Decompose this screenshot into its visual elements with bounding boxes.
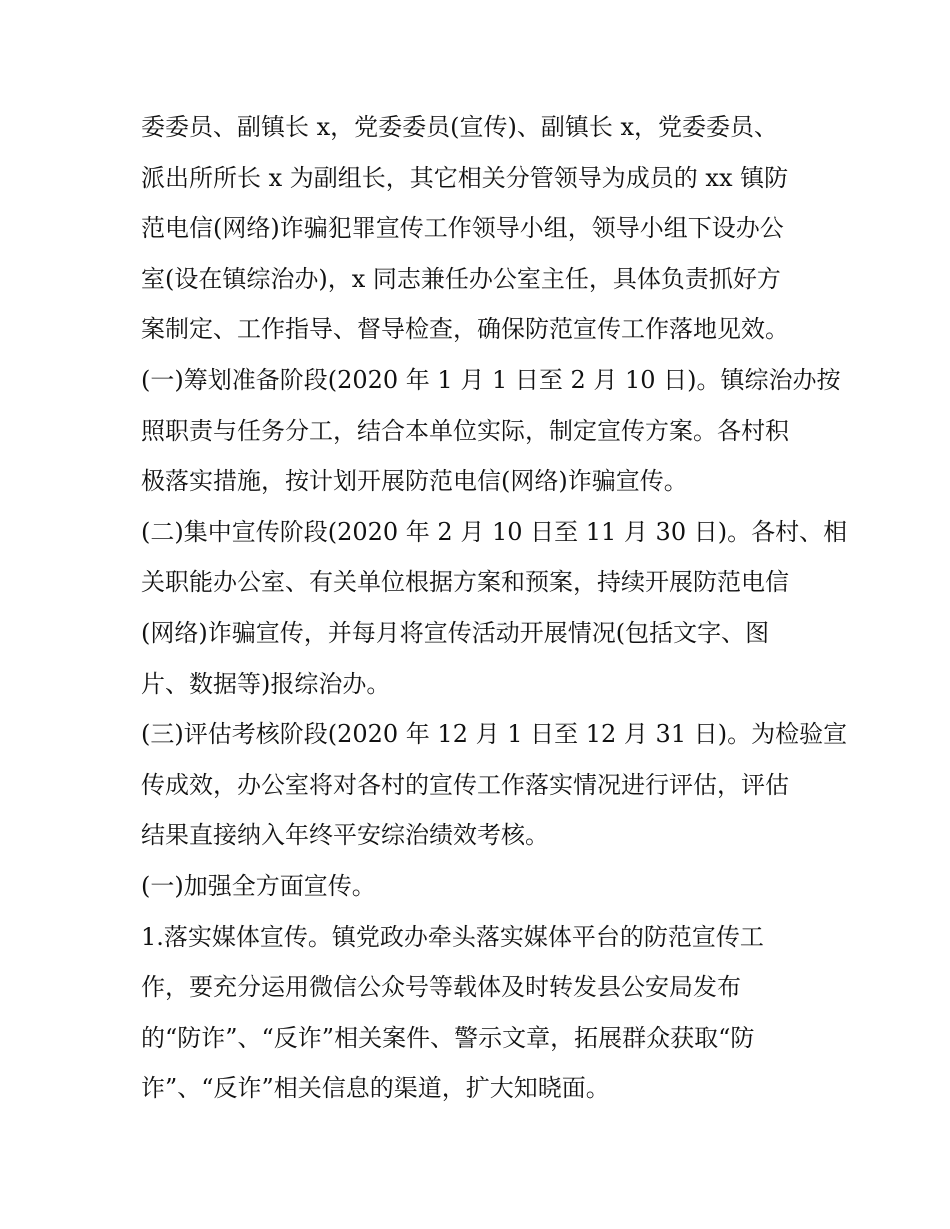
text-line: 传成效，办公室将对各村的宣传工作落实情况进行评估，评估 (141, 770, 789, 799)
text-line: 案制定、工作指导、督导检查，确保防范宣传工作落地见效。 (141, 315, 789, 344)
text-line: 室(设在镇综治办)，x 同志兼任办公室主任，具体负责抓好方 (141, 264, 781, 293)
text-line: 1.落实媒体宣传。镇党政办牵头落实媒体平台的防范宣传工 (141, 922, 764, 951)
text-line: 派出所所长 x 为副组长，其它相关分管领导为成员的 xx 镇防 (141, 163, 789, 192)
text-line: 极落实措施，按计划开展防范电信(网络)诈骗宣传。 (141, 467, 688, 496)
text-line: 范电信(网络)诈骗犯罪宣传工作领导小组，领导小组下设办公 (141, 214, 784, 243)
text-line: (一)加强全方面宣传。 (141, 871, 376, 900)
document-body (141, 102, 848, 1114)
text-line: 的“防诈”、“反诈”相关案件、警示文章，拓展群众获取“防 (141, 1023, 755, 1052)
text-line: (三)评估考核阶段(2020 年 12 月 1 日至 12 月 31 日)。为检验宣 (141, 720, 848, 749)
text-line: 委委员、副镇长 x，党委委员(宣传)、副镇长 x，党委委员、 (141, 113, 779, 141)
text-line: 关职能办公室、有关单位根据方案和预案，持续开展防范电信 (141, 568, 789, 597)
text-line: 照职责与任务分工，结合本单位实际，制定宣传方案。各村积 (141, 416, 789, 445)
text-line: (二)集中宣传阶段(2020 年 2 月 10 日至 11 月 30 日)。各村、相 (141, 517, 848, 546)
text-line: 作，要充分运用微信公众号等载体及时转发县公安局发布 (141, 973, 741, 1002)
text-line: (网络)诈骗宣传，并每月将宣传活动开展情况(包括文字、图 (141, 618, 770, 647)
text-line: 片、数据等)报综治办。 (141, 669, 391, 698)
text-line: 结果直接纳入年终平安综治绩效考核。 (141, 821, 549, 850)
text-line: (一)筹划准备阶段(2020 年 1 月 1 日至 2 月 10 日)。镇综治办按 (141, 365, 841, 394)
text-line: 诈”、“反诈”相关信息的渠道，扩大知晓面。 (141, 1074, 610, 1103)
